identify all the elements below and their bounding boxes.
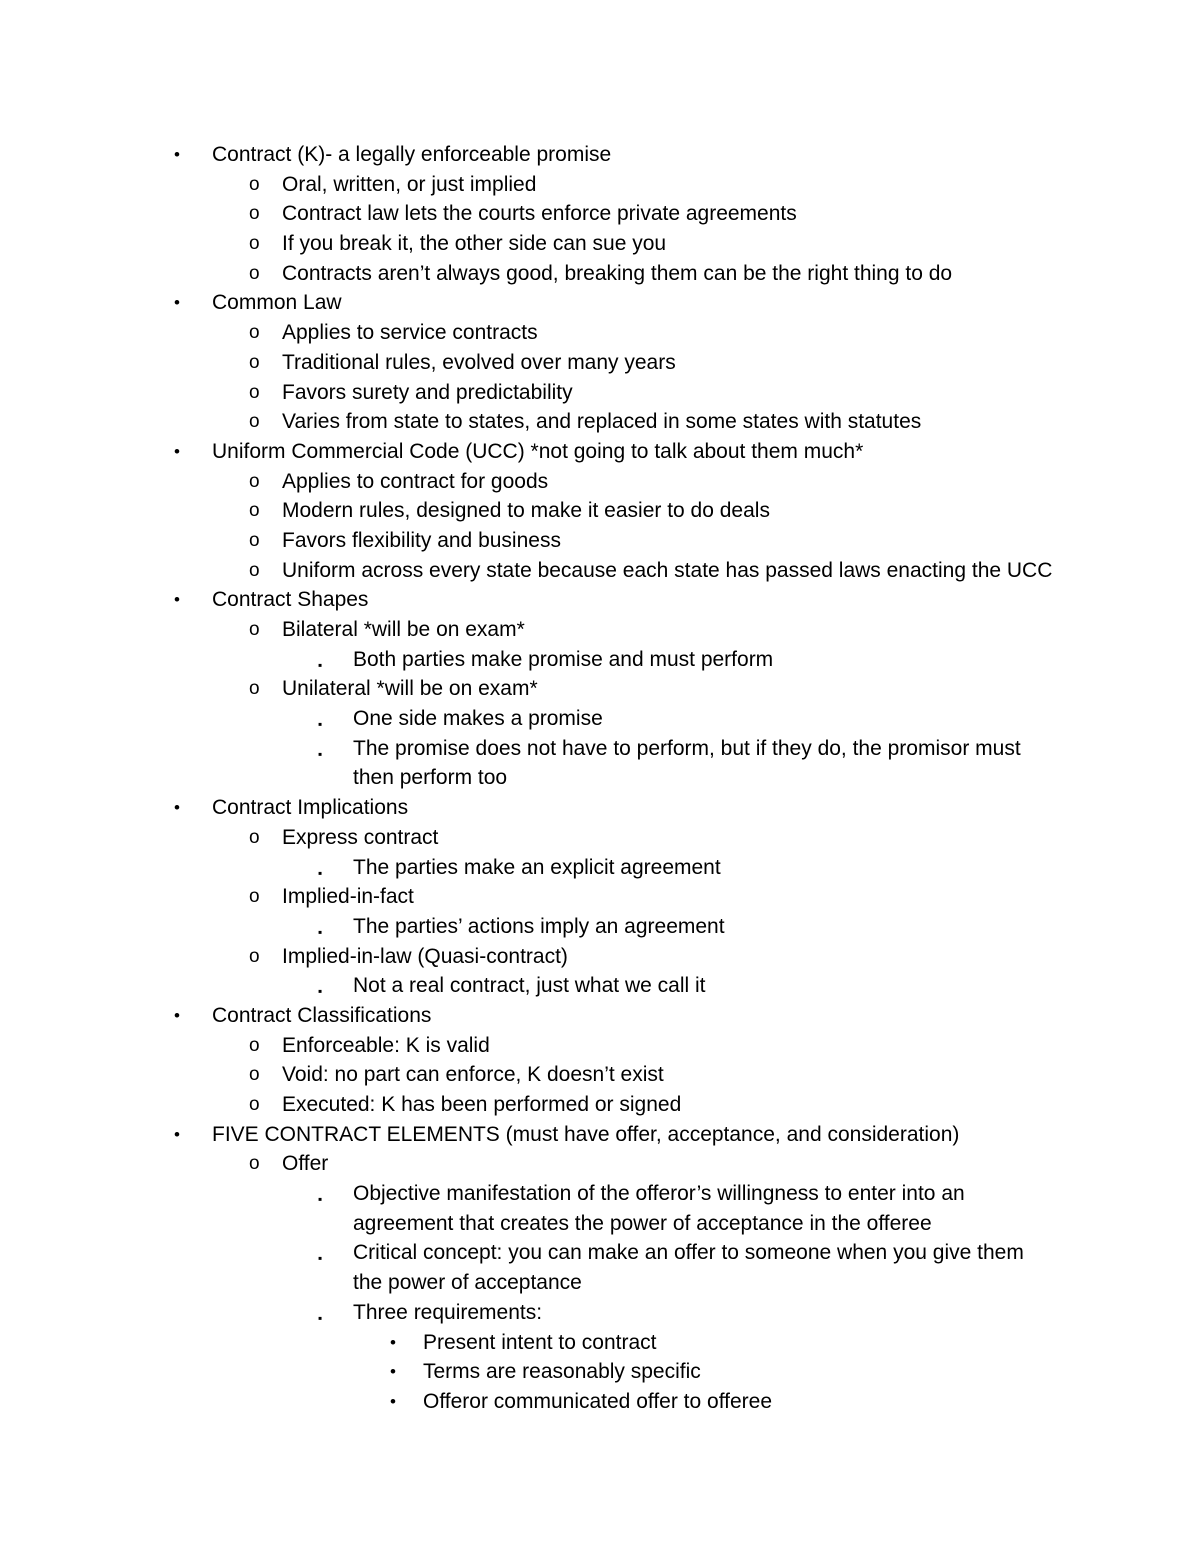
list-item-text: FIVE CONTRACT ELEMENTS (must have offer, acceptance, and consideration) (212, 1122, 960, 1146)
list-item-level-3 (0, 1238, 1200, 1268)
list-item-text: Terms are reasonably specific (423, 1360, 701, 1384)
bullet-marker: o (249, 470, 260, 492)
list-item-text: Not a real contract, just what we call it (353, 974, 706, 998)
list-item-level-2 (0, 526, 1200, 556)
list-item-level-1 (0, 793, 1200, 823)
list-item-level-2 (0, 378, 1200, 408)
list-item-level-1 (0, 1001, 1200, 1031)
bullet-marker: • (174, 1124, 180, 1144)
list-item-text: Offer (282, 1152, 329, 1176)
list-item-level-3-continuation (0, 763, 1200, 793)
bullet-marker: • (174, 590, 180, 610)
list-item-text: Uniform Commercial Code (UCC) *not going to talk about them much* (212, 439, 864, 463)
list-item-level-2 (0, 496, 1200, 526)
list-item-text: Both parties make promise and must perform (353, 647, 774, 671)
list-item-text: Applies to service contracts (282, 321, 538, 345)
list-item-text: Contract Shapes (212, 588, 369, 612)
list-item-level-2 (0, 318, 1200, 348)
list-item-level-3 (0, 734, 1200, 764)
list-item-level-2 (0, 1090, 1200, 1120)
list-item-text: Contract (K)- a legally enforceable promise (212, 143, 612, 166)
list-item-level-3 (0, 1298, 1200, 1328)
list-item-text: The parties make an explicit agreement (353, 855, 721, 879)
bullet-marker: o (249, 1034, 260, 1056)
bullet-marker: o (249, 559, 260, 581)
bullet-marker: ▪ (318, 865, 323, 880)
bullet-marker: ▪ (318, 984, 323, 999)
list-item-text: The parties’ actions imply an agreement (353, 914, 725, 938)
list-item-level-2 (0, 674, 1200, 704)
list-item-level-3 (0, 704, 1200, 734)
list-item-text: If you break it, the other side can sue you (282, 232, 667, 256)
bullet-marker: o (249, 351, 260, 373)
bullet-marker: ▪ (318, 1251, 323, 1266)
bullet-marker: o (249, 173, 260, 195)
bullet-marker: • (174, 441, 180, 461)
bullet-marker: o (249, 945, 260, 967)
list-item-level-3 (0, 971, 1200, 1001)
bullet-marker: o (249, 1064, 260, 1086)
list-item-text: Common Law (212, 291, 342, 315)
bullet-marker: • (174, 145, 180, 164)
list-item-level-2 (0, 882, 1200, 912)
list-item-text: then perform too (353, 766, 508, 790)
list-item-level-3-continuation (0, 1209, 1200, 1239)
list-item-level-4 (0, 1357, 1200, 1387)
list-item-text: Critical concept: you can make an offer to someone when you give them (353, 1241, 1024, 1265)
bullet-marker: ▪ (318, 924, 323, 939)
list-item-text: the power of acceptance (353, 1271, 582, 1295)
list-item-text: Contract Classifications (212, 1003, 432, 1027)
list-item-level-2 (0, 170, 1200, 200)
list-item-text: Executed: K has been performed or signed (282, 1093, 682, 1116)
list-item-level-3 (0, 912, 1200, 942)
list-item-level-4 (0, 1328, 1200, 1358)
bullet-marker: o (249, 262, 260, 284)
list-item-text: Express contract (282, 825, 439, 849)
bullet-marker: • (174, 1005, 180, 1025)
bullet-marker: o (249, 500, 260, 522)
list-item-level-1 (0, 437, 1200, 467)
list-item-level-2 (0, 259, 1200, 289)
list-item-level-2 (0, 615, 1200, 645)
bullet-marker: ▪ (318, 1192, 323, 1207)
list-item-level-1 (0, 288, 1200, 318)
list-item-level-2 (0, 942, 1200, 972)
list-item-level-2 (0, 1149, 1200, 1179)
list-item-level-2 (0, 1031, 1200, 1061)
list-item-level-2 (0, 407, 1200, 437)
list-item-text: Objective manifestation of the offeror’s willingness to enter into an (353, 1182, 965, 1206)
bullet-marker: o (249, 203, 260, 225)
notes-document (0, 140, 1200, 1417)
bullet-marker: o (249, 1094, 260, 1115)
list-item-level-3 (0, 853, 1200, 883)
bullet-marker: • (390, 1332, 396, 1352)
list-item-level-2 (0, 199, 1200, 229)
bullet-marker: o (249, 886, 260, 908)
list-item-text: Varies from state to states, and replaced in some states with statutes (282, 410, 922, 434)
list-item-text: The promise does not have to perform, but if they do, the promisor must (353, 736, 1021, 760)
bullet-marker: o (249, 1153, 260, 1175)
list-item-text: Traditional rules, evolved over many years (282, 350, 676, 374)
list-item-level-3-continuation (0, 1268, 1200, 1298)
list-item-level-4 (0, 1387, 1200, 1417)
list-item-text: Contract Implications (212, 796, 409, 820)
bullet-marker: • (390, 1362, 396, 1382)
list-item-text: Implied-in-law (Quasi-contract) (282, 944, 568, 968)
list-item-level-2 (0, 556, 1200, 586)
list-item-text: One side makes a promise (353, 707, 603, 731)
bullet-marker: o (249, 678, 260, 700)
list-item-text: agreement that creates the power of acceptance in the offeree (353, 1211, 932, 1235)
bullet-marker: ▪ (318, 717, 323, 732)
bullet-marker: o (249, 529, 260, 551)
list-item-text: Void: no part can enforce, K doesn’t exist (282, 1063, 664, 1087)
list-item-text: Applies to contract for goods (282, 469, 549, 493)
list-item-text: Offeror communicated offer to offeree (423, 1389, 773, 1413)
bullet-marker: • (174, 798, 180, 818)
bullet-marker: • (390, 1391, 396, 1411)
bullet-marker: o (249, 233, 260, 255)
list-item-level-1 (0, 585, 1200, 615)
list-item-level-2 (0, 348, 1200, 378)
bullet-marker: o (249, 826, 260, 848)
list-item-text: Contract law lets the courts enforce private agreements (282, 202, 797, 226)
bullet-marker: ▪ (318, 746, 323, 761)
bullet-marker: o (249, 411, 260, 433)
bullet-marker: o (249, 619, 260, 640)
list-item-text: Favors surety and predictability (282, 380, 573, 404)
list-item-level-1 (0, 1120, 1200, 1150)
list-item-text: Implied-in-fact (282, 885, 414, 909)
bullet-marker: o (249, 381, 260, 403)
list-item-text: Contracts aren’t always good, breaking them can be the right thing to do (282, 261, 953, 285)
list-item-text: Present intent to contract (423, 1330, 657, 1354)
list-item-level-2 (0, 229, 1200, 259)
list-item-level-3 (0, 1179, 1200, 1209)
bullet-marker: ▪ (318, 657, 323, 672)
list-item-level-1 (0, 140, 1200, 170)
bullet-marker: o (249, 322, 260, 344)
list-item-text: Enforceable: K is valid (282, 1033, 490, 1057)
list-item-level-2 (0, 1060, 1200, 1090)
list-item-text: Modern rules, designed to make it easier to do deals (282, 499, 770, 523)
bullet-marker: • (174, 293, 180, 313)
list-item-text: Three requirements: (353, 1300, 543, 1324)
list-item-text: Oral, written, or just implied (282, 172, 537, 196)
list-item-text: Bilateral *will be on exam* (282, 618, 525, 641)
list-item-text: Unilateral *will be on exam* (282, 677, 538, 701)
bullet-marker: ▪ (318, 1310, 323, 1325)
list-item-text: Favors flexibility and business (282, 528, 561, 552)
list-item-level-2 (0, 467, 1200, 497)
list-item-level-2 (0, 823, 1200, 853)
list-item-text: Uniform across every state because each state has passed laws enacting the UCC (282, 558, 1053, 582)
list-item-level-3 (0, 645, 1200, 675)
